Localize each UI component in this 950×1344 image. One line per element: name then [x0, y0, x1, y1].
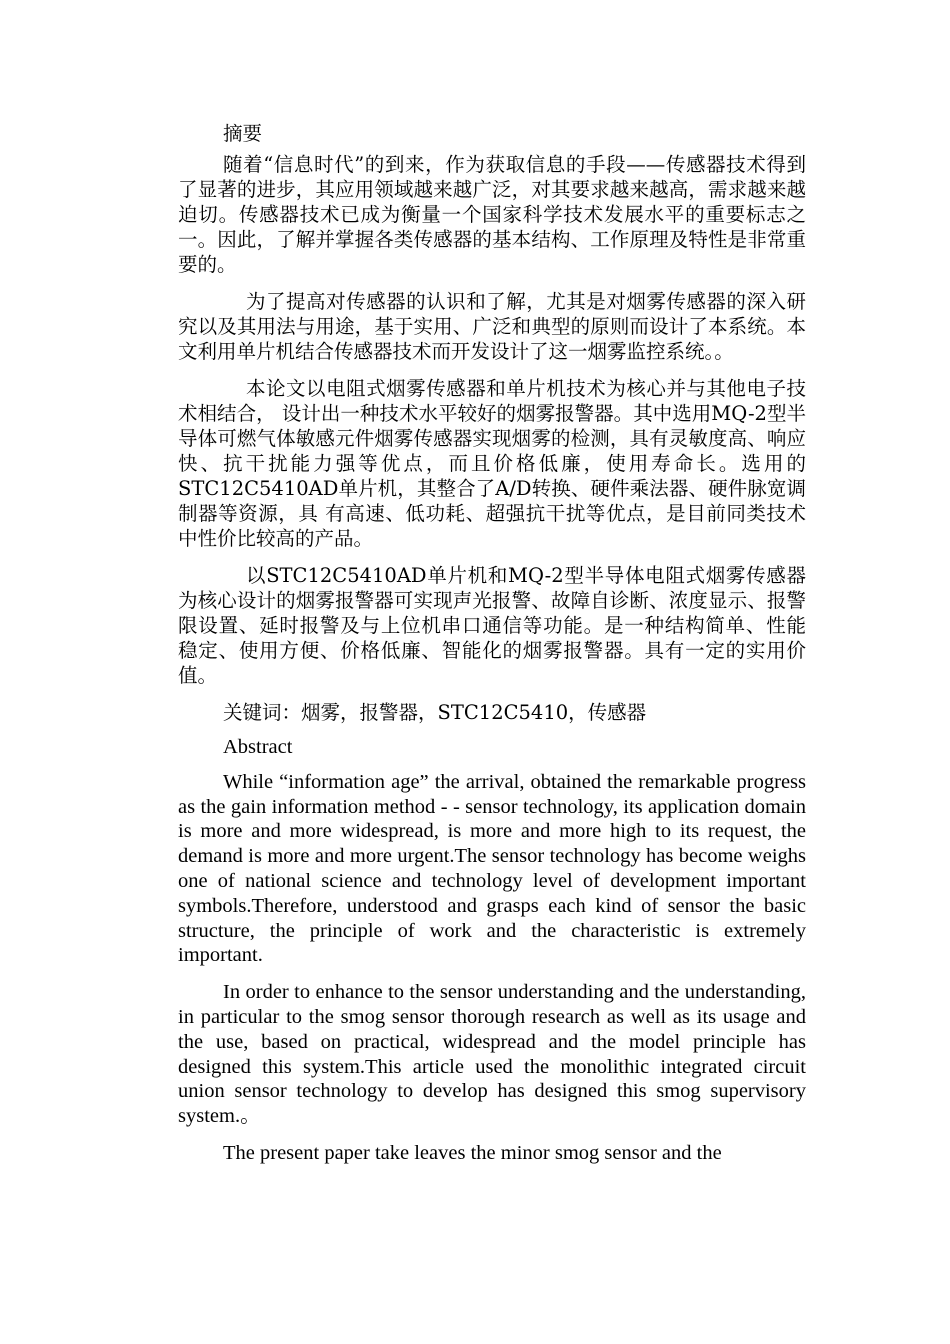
en-abstract-heading: Abstract: [223, 736, 293, 758]
zh-abstract-heading: 摘要: [223, 122, 263, 145]
en-paragraph-2: In order to enhance to the sensor understanding and the understanding, in particular to the smog sensor thorough research as well as its usage and the use, based on practical, widespread and the model principle has designed this system.This article used the monolithic integrated circuit union sensor technology to develop has designed this smog supervisory system.。: [178, 981, 806, 1128]
zh-keywords: 关键词：烟雾，报警器，STC12C5410，传感器: [223, 701, 647, 724]
document-body: [178, 121, 806, 1166]
zh-paragraph-1: 随着“信息时代”的到来，作为获取信息的手段——传感器技术得到了显著的进步，其应用领域越来越广泛，对其要求越来越高，需求越来越迫切。传感器技术已成为衡量一个国家科学技术发展水平的重要标志之一。因此，了解并掌握各类传感器的基本结构、工作原理及特性是非常重要的。: [178, 153, 806, 276]
zh-paragraph-2: 为了提高对传感器的认识和了解，尤其是对烟雾传感器的深入研究以及其用法与用途，基于实用、广泛和典型的原则而设计了本系统。本文利用单片机结合传感器技术而开发设计了这一烟雾监控系统。。: [178, 290, 806, 363]
zh-paragraph-4: 以STC12C5410AD单片机和MQ-2型半导体电阻式烟雾传感器为核心设计的烟雾报警器可实现声光报警、故障自诊断、浓度显示、报警限设置、延时报警及与上位机串口通信等功能。是一种结构简单、性能 稳定、使用方便、价格低廉、智能化的烟雾报警器。具有一定的实用价值。: [178, 564, 806, 687]
en-paragraph-1: While “information age” the arrival, obtained the remarkable progress as the gain information method - - sensor technology, its application domain is more and more widespread, is more and more high to its request, the demand is more and more urgent.The sensor technology has become weighs one of national science and technology level of development important symbols.Therefore, understood and grasps each kind of sensor the basic structure, the principle of work and the characteristic is extremely important.: [178, 770, 806, 967]
en-paragraph-3: The present paper take leaves the minor smog sensor and the: [223, 1141, 722, 1164]
zh-paragraph-3: 本论文以电阻式烟雾传感器和单片机技术为核心并与其他电子技术相结合， 设计出一种技术水平较好的烟雾报警器。其中选用MQ-2型半导体可燃气体敏感元件烟雾传感器实现烟雾的检测，具有灵敏度高、响应快、抗干扰能力强等优点，而且价格低廉，使用寿命长。选用的STC12C5410AD单片机，其整合了A/D转换、硬件乘法器、硬件脉宽调制器等资源，具 有高速、低功耗、超强抗干扰等优点，是目前同类技术中性价比较高的产品。: [178, 377, 806, 550]
